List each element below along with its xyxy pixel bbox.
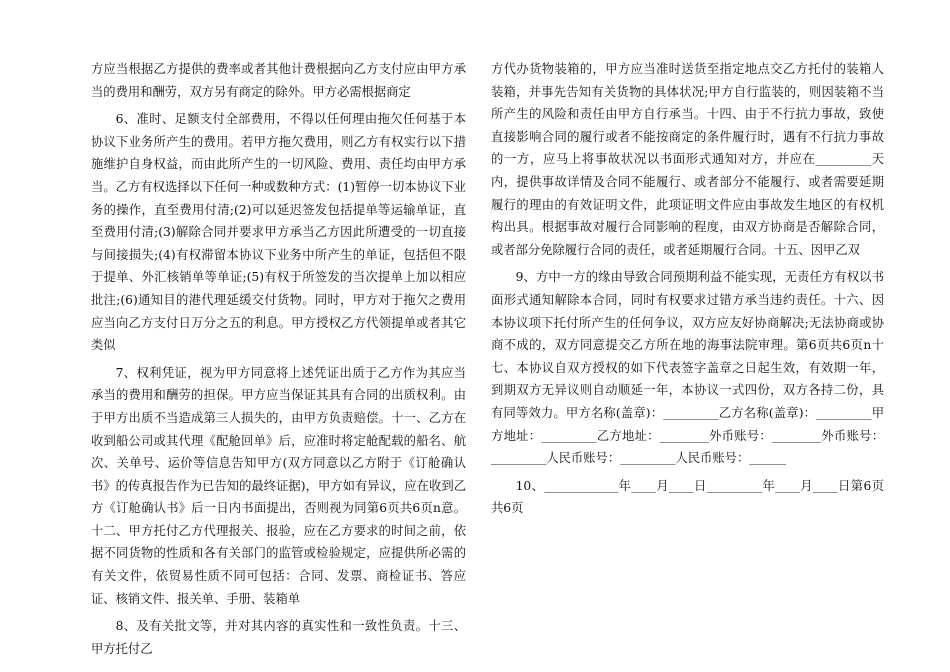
left-column [91, 58, 466, 665]
paragraph-packing: 方代办货物装箱的，甲方应当准时送货至指定地点交乙方托付的装箱人装箱，并事先告知有关货物的具体状况;甲方自行监装的，则因装箱不当所产生的风险和责任由甲方自行承当。十四、由于不行抗力事故，致使直接影响合同的履行或者不能按商定的条件履行时，遇有不行抗力事故的一方，应马上将事故状况以书面形式通知对方，并应在_________天内，提供事故详情及合同不能履行、或者部分不能履行、或者需要延期履行的理由的有效证明文件，此项证明文件应由事故发生地区的有权机构出具。根据事故对履行合同影响的程度，由双方协商是否解除合同，或者部分免除履行合同的责任，或者延期履行合同。十五、因甲乙双 [491, 62, 884, 257]
right-column [491, 58, 884, 525]
paragraph-date-line: 10、____________年____月____日_________年____月____日第6页共6页 [491, 478, 884, 516]
paragraph-clause-8: 8、及有关批文等，并对其内容的真实性和一致性负责。十三、甲方托付乙 [91, 619, 466, 656]
paragraph-fee-payment: 方应当根据乙方提供的费率或者其他计费根据向乙方支付应由甲方承当的费用和酬劳，双方另有商定的除外。甲方必需根据商定 [91, 62, 466, 99]
paragraph-clause-9: 9、方中一方的缘由导致合同预期利益不能实现，无责任方有权以书面形式通知解除本合同，同时有权要求过错方承当违约责任。十六、因本协议项下托付所产生的任何争议，双方应友好协商解决;无法协商或协商不成的，双方同意提交乙方所在地的海事法院审理。第6页共6页n十七、本协议自双方授权的如下代表签字盖章之日起生效，有效期一年，到期双方无异议则自动顺延一年，本协议一式四份，双方各持二份，具有同等效力。甲方名称(盖章)：_________乙方名称(盖章)：_________甲方地址：_________乙方地址：________外币账号：________外币账号：_________人民币账号：_________人民币账号：______ [491, 270, 884, 466]
paragraph-clause-6: 6、准时、足额支付全部费用，不得以任何理由拖欠任何基于本协议下业务所产生的费用。若甲方拖欠费用，则乙方有权实行以下措施维护自身权益，而由此所产生的一切风险、费用、责任均由甲方承当。乙方有权选择以下任何一种或数种方式：(1)暂停一切本协议下业务的操作，直至费用付清;(2)可以延迟签发包括提单等运输单证，直至费用付清;(3)解除合同并要求甲方承当乙方因此所遭受的一切直接与间接损失;(4)有权滞留本协议下业务中所产生的单证，包括但不限于提单、外汇核销单等单证;(5)有权于所签发的当次提单上加以相应批注;(6)通知目的港代理延缓交付货物。同时，甲方对于拖欠之费用应当向乙方支付日万分之五的利息。甲方授权乙方代领提单或者其它类似 [91, 112, 466, 353]
paragraph-clause-7: 7、权利凭证，视为甲方同意将上述凭证出质于乙方作为其应当承当的费用和酬劳的担保。甲方应当保证其具有合同的出质权利。由于甲方出质不当造成第三人损失的，由甲方负责赔偿。十一、乙方在收到船公司或其代理《配舱回单》后，应准时将定舱配载的船名、航次、关单号、运价等信息告知甲方(双方同意以乙方附于《订舱确认书》的传真报告作为已告知的最终证据)，甲方如有异议，应在收到乙方《订舱确认书》后一日内书面提出，否则视为同第6页共6页n意。十二、甲方托付乙方代理报关、报验，应在乙方要求的时间之前，依据不同货物的性质和各有关部门的监管或检验规定，应提供所必需的有关文件，依贸易性质不同可包括：合同、发票、商检证书、答应证、核销文件、报关单、手册、装箱单 [91, 365, 466, 606]
